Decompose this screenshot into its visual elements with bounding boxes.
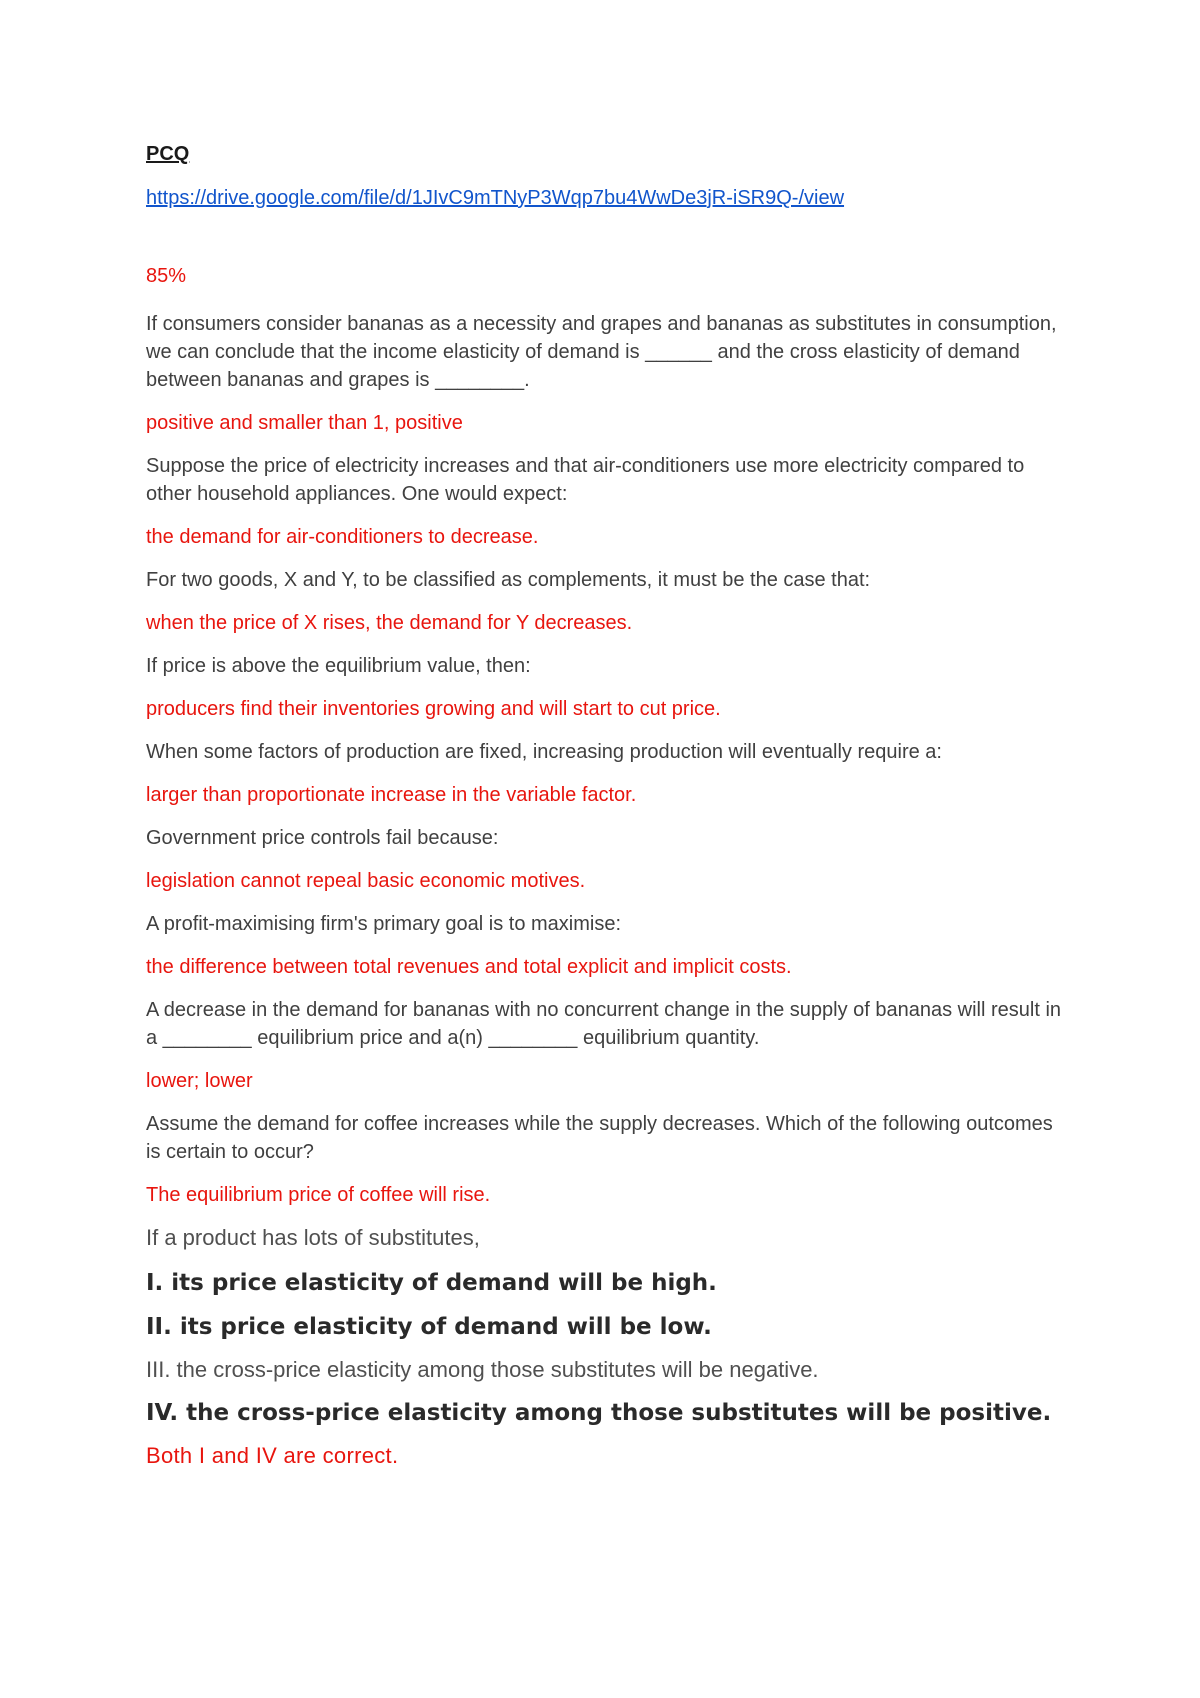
question-text: For two goods, X and Y, to be classified as complements, it must be the case that: — [146, 569, 871, 591]
question-text: Assume the demand for coffee increases while the supply decreases. Which of the following outcomes is certain to occur? — [146, 1113, 1053, 1163]
question-text: When some factors of production are fixed, increasing production will eventually require a: — [146, 741, 942, 763]
answer-text: the difference between total revenues and total explicit and implicit costs. — [146, 956, 792, 978]
answer-text: when the price of X rises, the demand for Y decreases. — [146, 612, 633, 634]
option-3: III. the cross-price elasticity among those substitutes will be negative. — [146, 1357, 819, 1382]
drive-link[interactable]: https://drive.google.com/file/d/1JIvC9mTNyP3Wqp7bu4WwDe3jR-iSR9Q-/view — [146, 187, 845, 209]
question-text: A profit-maximising firm's primary goal is to maximise: — [146, 913, 622, 935]
document-page — [146, 138, 1066, 1471]
answer-text: legislation cannot repeal basic economic motives. — [146, 870, 586, 892]
option-4: IV. the cross-price elasticity among those substitutes will be positive. — [146, 1400, 1052, 1426]
answer-text: positive and smaller than 1, positive — [146, 412, 463, 434]
question-text: If price is above the equilibrium value, then: — [146, 655, 531, 677]
answer-text: The equilibrium price of coffee will rise. — [146, 1184, 491, 1206]
question-text: Government price controls fail because: — [146, 827, 499, 849]
question-text: If consumers consider bananas as a necessity and grapes and bananas as substitutes in consumption, we can conclude that the income elasticity of demand is ______ and the cross elasticity of demand between bananas and grapes is ________. — [146, 313, 1057, 391]
document-title: PCQ — [146, 143, 190, 165]
score-text: 85% — [146, 265, 187, 287]
question-text: Suppose the price of electricity increases and that air-conditioners use more electricity compared to other household appliances. One would expect: — [146, 455, 1025, 505]
question-text: If a product has lots of substitutes, — [146, 1225, 480, 1250]
option-2: II. its price elasticity of demand will be low. — [146, 1314, 712, 1340]
answer-text: lower; lower — [146, 1070, 253, 1092]
answer-text: larger than proportionate increase in the variable factor. — [146, 784, 637, 806]
answer-text: the demand for air-conditioners to decrease. — [146, 526, 539, 548]
question-text: A decrease in the demand for bananas with no concurrent change in the supply of bananas will result in a ________ equilibrium price and a(n) ________ equilibrium quantity. — [146, 999, 1062, 1049]
final-answer-text: Both I and IV are correct. — [146, 1443, 399, 1468]
answer-text: producers find their inventories growing and will start to cut price. — [146, 698, 721, 720]
option-1: I. its price elasticity of demand will be high. — [146, 1270, 717, 1296]
